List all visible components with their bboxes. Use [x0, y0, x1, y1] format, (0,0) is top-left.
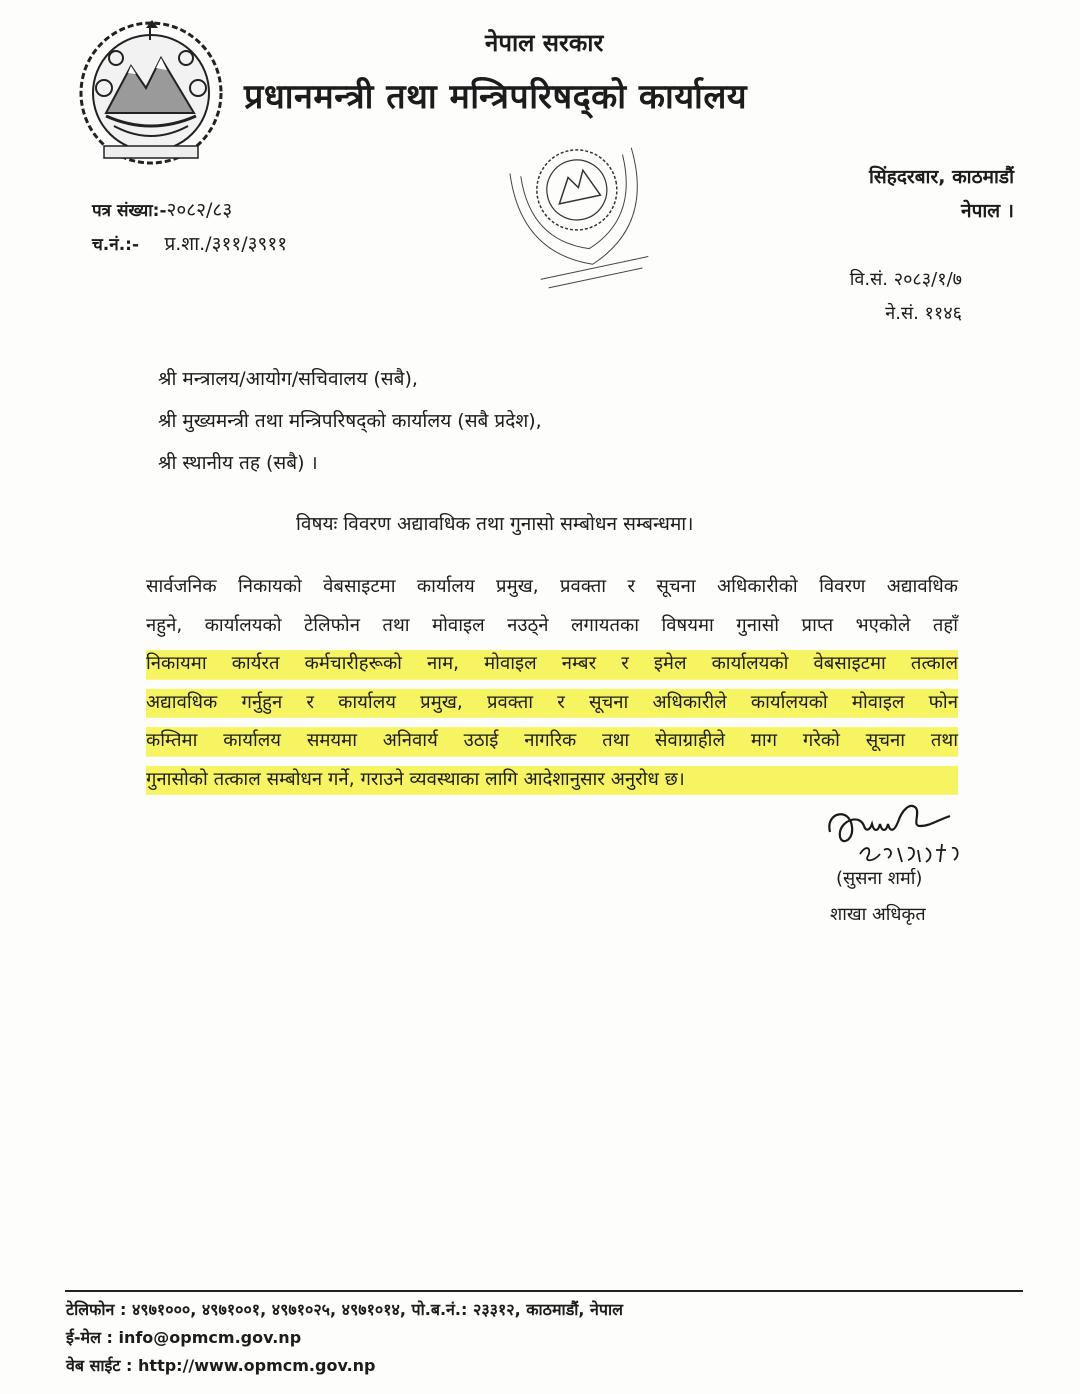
- email-link[interactable]: info@opmcm.gov.np: [118, 1328, 302, 1347]
- handwritten-signature: [820, 792, 980, 872]
- recipient-list: [158, 358, 542, 484]
- recipient-line: श्री स्थानीय तह (सबै) ।: [158, 452, 318, 474]
- footer-phone: [66, 1298, 623, 1320]
- body-line: सार्वजनिक निकायको वेबसाइटमा कार्यालय प्रमुख, प्रवक्ता र सूचना अधिकारीको विवरण अद्यावधिक: [146, 576, 958, 597]
- body-line-highlighted: गुनासोको तत्काल सम्बोधन गर्ने, गराउने व्यवस्थाका लागि आदेशानुसार अनुरोध छ।: [146, 761, 958, 800]
- footer-website: [66, 1354, 376, 1376]
- government-name: नेपाल सरकार: [485, 29, 604, 57]
- pobox-label: पो.ब.नं.:: [411, 1300, 468, 1319]
- letter-number: [92, 196, 232, 222]
- recipient-line: श्री मन्त्रालय/आयोग/सचिवालय (सबै),: [158, 368, 418, 390]
- office-address: [869, 160, 1014, 228]
- dispatch-number-label: च.नं.:-: [92, 235, 139, 255]
- office-title: प्रधानमन्त्री तथा मन्त्रिपरिषद्को कार्यालय: [244, 77, 748, 117]
- letter-number-label: पत्र संख्या:-: [92, 201, 167, 221]
- website-link[interactable]: http://www.opmcm.gov.np: [138, 1356, 376, 1375]
- phone-value: ४९७१०००, ४९७१००१, ४९७१०२५, ४९७१०१४,: [131, 1300, 406, 1319]
- office-seal-stamp-icon: [488, 120, 668, 290]
- phone-label: टेलिफोन :: [66, 1300, 127, 1319]
- body-line-highlighted: अद्यावधिक गर्नुहुन र कार्यालय प्रमुख, प्रवक्ता र सूचना अधिकारीले कार्यालयको मोवाइल फोन: [146, 684, 958, 723]
- dispatch-number: [92, 230, 287, 256]
- body-line: नहुने, कार्यालयको टेलिफोन तथा मोवाइल नउठ्ने लगायतका विषयमा गुनासो प्राप्त भएकोले तहाँ: [146, 614, 958, 636]
- nepal-emblem-icon: [76, 18, 226, 168]
- letter-number-value: २०८२/८३: [166, 199, 233, 221]
- recipient-line: श्री मुख्यमन्त्री तथा मन्त्रिपरिषद्को कार्यालय (सबै प्रदेश),: [158, 410, 542, 432]
- footer-divider: [65, 1290, 1023, 1292]
- signer-name: (सुसना शर्मा): [836, 868, 923, 889]
- body-line-highlighted: निकायमा कार्यरत कर्मचारीहरूको नाम, मोवाइल नम्बर र इमेल कार्यालयको वेबसाइटमा तत्काल: [146, 645, 958, 684]
- signer-designation: शाखा अधिकृत: [830, 904, 926, 925]
- dispatch-number-value: प्र.शा./३११/३९११: [164, 233, 288, 255]
- email-label: ई-मेल :: [66, 1328, 113, 1347]
- pobox-value: २३३१२, काठमाडौं, नेपाल: [473, 1300, 624, 1319]
- website-label: वेब साईट :: [66, 1356, 133, 1375]
- body-line-highlighted: कम्तिमा कार्यालय समयमा अनिवार्य उठाई नागरिक तथा सेवाग्राहीले माग गरेको सूचना तथा: [146, 722, 958, 761]
- letter-body: [146, 568, 958, 799]
- bs-date: वि.सं. २०८३/१/७: [849, 269, 962, 290]
- address-line-2: नेपाल ।: [961, 200, 1014, 222]
- footer-email: [66, 1326, 301, 1348]
- ns-date: ने.सं. ११४६: [885, 303, 962, 324]
- letter-subject: विषयः विवरण अद्यावधिक तथा गुनासो सम्बोधन सम्बन्धमा।: [296, 513, 694, 535]
- address-line-1: सिंहदरबार, काठमाडौं: [868, 166, 1014, 188]
- letter-dates: [850, 263, 962, 331]
